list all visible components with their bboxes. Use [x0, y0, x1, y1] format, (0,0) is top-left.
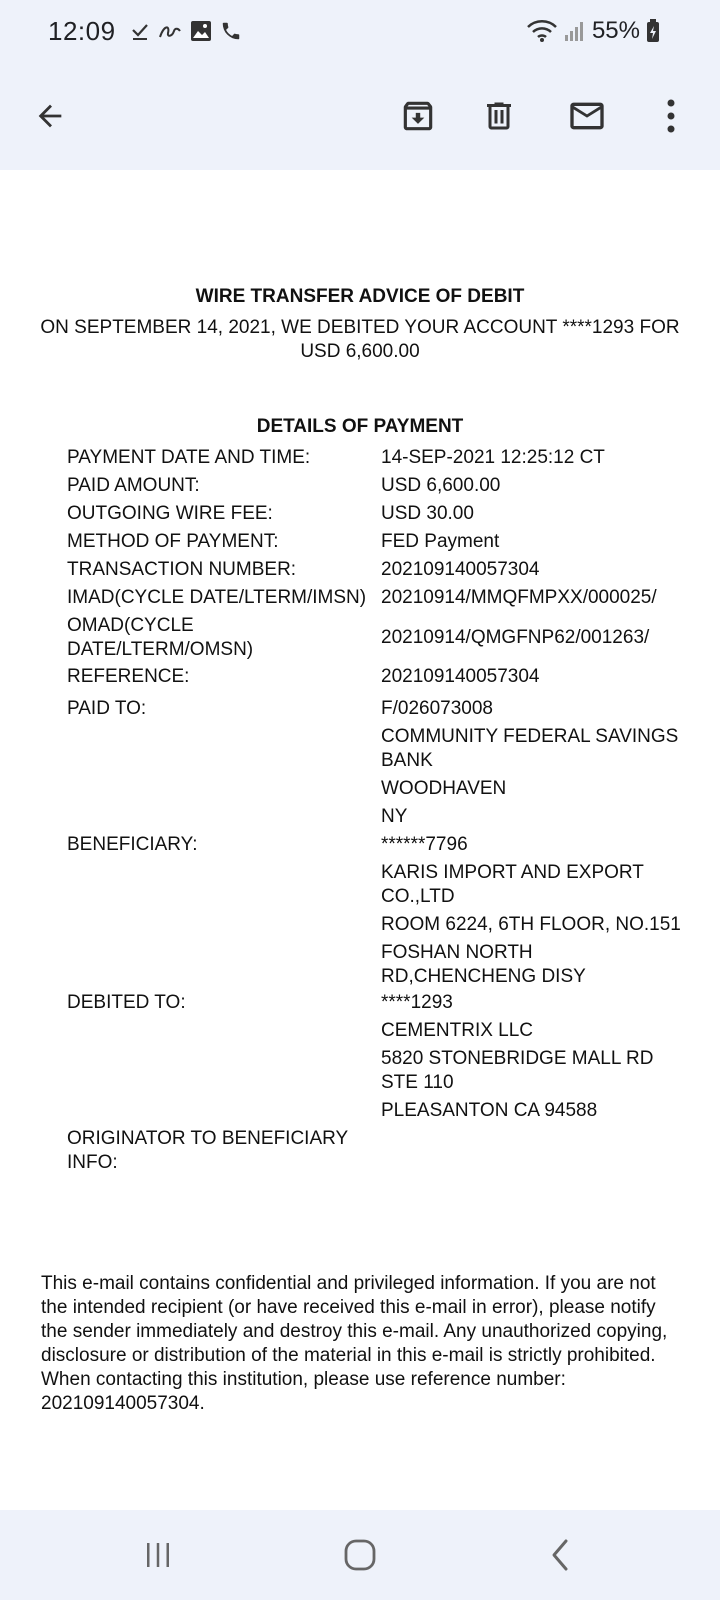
battery-icon — [646, 19, 660, 43]
detail-value: USD 30.00 — [381, 503, 474, 524]
email-title: WIRE TRANSFER ADVICE OF DEBIT — [195, 286, 525, 307]
detail-value: FED Payment — [381, 531, 500, 552]
email-body — [0, 170, 720, 1510]
detail-value: COMMUNITY FEDERAL SAVINGS BANK — [381, 726, 679, 771]
mail-icon — [567, 96, 607, 136]
archive-button[interactable] — [386, 62, 450, 170]
back-nav-icon — [548, 1538, 572, 1572]
detail-value: 5820 STONEBRIDGE MALL RD STE 110 — [381, 1048, 654, 1093]
email-toolbar — [0, 62, 720, 170]
recent-apps-button[interactable] — [118, 1510, 198, 1600]
wifi-icon — [526, 19, 558, 43]
delete-button[interactable] — [467, 62, 531, 170]
detail-value: 20210914/QMGFNP62/001263/ — [381, 627, 650, 648]
back-arrow-icon — [33, 99, 67, 133]
detail-value: ****1293 — [381, 992, 453, 1013]
more-options-button[interactable] — [646, 62, 696, 170]
detail-label: IMAD(CYCLE DATE/LTERM/IMSN) — [67, 587, 367, 608]
back-nav-button[interactable] — [520, 1510, 600, 1600]
detail-label: REFERENCE: — [67, 666, 190, 687]
status-bar — [0, 0, 720, 62]
gallery-icon — [190, 20, 212, 42]
detail-value: PLEASANTON CA 94588 — [381, 1100, 598, 1121]
status-time: 12:09 — [48, 15, 116, 46]
detail-value: 20210914/MMQFMPXX/000025/ — [381, 587, 657, 608]
signal-icon — [564, 20, 586, 42]
detail-label: ORIGINATOR TO BENEFICIARY INFO: — [67, 1128, 348, 1173]
system-nav-bar — [0, 1510, 720, 1600]
detail-value: NY — [381, 806, 408, 827]
detail-label: BENEFICIARY: — [67, 834, 198, 855]
phone-icon — [220, 20, 242, 42]
home-icon — [343, 1538, 377, 1572]
detail-label: PAID AMOUNT: — [67, 475, 200, 496]
detail-value: 14-SEP-2021 12:25:12 CT — [381, 447, 605, 468]
checkmark-icon — [130, 21, 150, 41]
mark-unread-button[interactable] — [555, 62, 619, 170]
detail-label: DEBITED TO: — [67, 992, 186, 1013]
detail-value: FOSHAN NORTH RD,CHENCHENG DISY — [381, 942, 586, 987]
detail-label: PAYMENT DATE AND TIME: — [67, 447, 311, 468]
signature-icon — [158, 21, 182, 41]
detail-label: OUTGOING WIRE FEE: — [67, 503, 273, 524]
recent-apps-icon — [143, 1540, 173, 1570]
detail-value: CEMENTRIX LLC — [381, 1020, 534, 1041]
detail-value: USD 6,600.00 — [381, 475, 501, 496]
archive-icon — [399, 97, 437, 135]
email-disclaimer: This e-mail contains confidential and privileged information. If you are not the intended recipient (or have received this e-mail in error), please notify the sender immediately and destroy this e-mail. Any unauthorized copying, disclosure or distribution of the material in this e-mail is strictly prohibited. When contacting this institution, please use reference number: 202109140057304. — [41, 1273, 668, 1414]
email-intro: ON SEPTEMBER 14, 2021, WE DEBITED YOUR ACCOUNT ****1293 FOR USD 6,600.00 — [40, 317, 680, 362]
back-button[interactable] — [18, 62, 82, 170]
detail-value: F/026073008 — [381, 698, 493, 719]
detail-value: 202109140057304 — [381, 559, 540, 580]
more-vert-icon — [666, 99, 676, 133]
detail-value: ROOM 6224, 6TH FLOOR, NO.151 — [381, 914, 681, 935]
trash-icon — [481, 98, 517, 134]
battery-level: 55% — [591, 17, 640, 44]
home-button[interactable] — [320, 1510, 400, 1600]
detail-value: ******7796 — [381, 834, 468, 855]
detail-value: KARIS IMPORT AND EXPORT CO.,LTD — [381, 862, 644, 907]
details-heading: DETAILS OF PAYMENT — [256, 416, 464, 437]
detail-value: 202109140057304 — [381, 666, 540, 687]
detail-label: PAID TO: — [67, 698, 147, 719]
detail-label: TRANSACTION NUMBER: — [67, 559, 297, 580]
detail-label: METHOD OF PAYMENT: — [67, 531, 279, 552]
detail-label: OMAD(CYCLE DATE/LTERM/OMSN) — [67, 615, 254, 660]
detail-value: WOODHAVEN — [381, 778, 507, 799]
